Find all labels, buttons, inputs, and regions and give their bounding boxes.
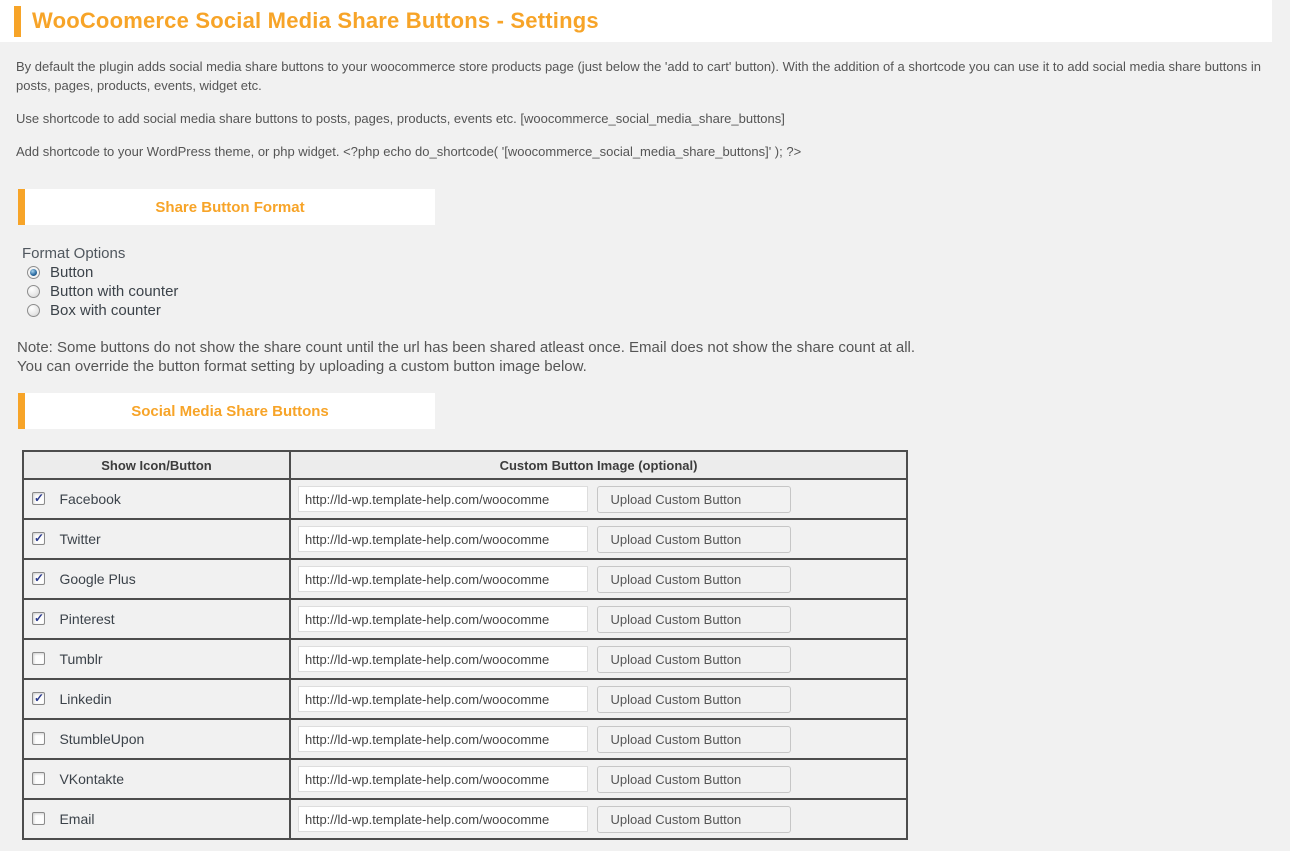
radio-option-label: Box with counter: [50, 302, 161, 319]
network-label: VKontakte: [59, 770, 125, 787]
custom-image-cell: [290, 639, 907, 679]
upload-custom-button[interactable]: Upload Custom Button: [597, 766, 791, 793]
settings-content: [0, 57, 1290, 840]
show-button-checkbox[interactable]: [32, 692, 45, 705]
network-label: Linkedin: [59, 690, 112, 707]
intro-section: [16, 57, 1274, 161]
table-row: [23, 799, 907, 839]
network-cell: [23, 639, 290, 679]
network-label: Email: [59, 810, 95, 827]
section-header-title: Social Media Share Buttons: [131, 402, 329, 420]
table-row: [23, 559, 907, 599]
radio-icon[interactable]: [27, 266, 40, 279]
note-line-2: You can override the button format setting by uploading a custom button image below.: [17, 358, 587, 375]
show-button-checkbox[interactable]: [32, 532, 45, 545]
custom-button-url-input[interactable]: [298, 486, 588, 512]
custom-image-cell: [290, 759, 907, 799]
network-label: StumbleUpon: [59, 730, 145, 747]
format-options-label: Format Options: [22, 245, 126, 262]
network-label: Pinterest: [59, 610, 115, 627]
table-row: [23, 719, 907, 759]
custom-image-cell: [290, 679, 907, 719]
radio-option-label: Button with counter: [50, 283, 179, 300]
custom-button-url-input[interactable]: [298, 686, 588, 712]
network-cell: [23, 759, 290, 799]
radio-option-button-with-counter[interactable]: [27, 282, 1274, 301]
custom-button-url-input[interactable]: [298, 766, 588, 792]
radio-option-button[interactable]: [27, 263, 1274, 282]
note-line-1: Note: Some buttons do not show the share count until the url has been shared atleast once. Email does not show the share count at all.: [17, 339, 916, 356]
upload-custom-button[interactable]: Upload Custom Button: [597, 566, 791, 593]
network-label: Google Plus: [59, 570, 136, 587]
custom-image-cell: [290, 719, 907, 759]
custom-image-cell: [290, 519, 907, 559]
upload-custom-button[interactable]: Upload Custom Button: [597, 726, 791, 753]
network-cell: [23, 559, 290, 599]
custom-image-cell: [290, 559, 907, 599]
custom-image-cell: [290, 799, 907, 839]
php-shortcode-paragraph: Add shortcode to your WordPress theme, or php widget. <?php echo do_shortcode( '[woocommerce_social_media_share_buttons]' ); ?>: [16, 144, 802, 159]
format-options-group: [22, 244, 1274, 320]
page-header: [0, 0, 1272, 42]
network-cell: [23, 679, 290, 719]
custom-button-url-input[interactable]: [298, 806, 588, 832]
section-header-social-media-share-buttons: [18, 393, 435, 429]
custom-button-url-input[interactable]: [298, 526, 588, 552]
column-header-show-icon-button: Show Icon/Button: [23, 451, 290, 479]
upload-custom-button[interactable]: Upload Custom Button: [597, 486, 791, 513]
section-header-title: Share Button Format: [155, 198, 305, 216]
network-cell: [23, 719, 290, 759]
show-button-checkbox[interactable]: [32, 492, 45, 505]
custom-button-url-input[interactable]: [298, 646, 588, 672]
note-text: [17, 338, 1274, 376]
upload-custom-button[interactable]: Upload Custom Button: [597, 686, 791, 713]
show-button-checkbox[interactable]: [32, 772, 45, 785]
custom-image-cell: [290, 599, 907, 639]
radio-icon[interactable]: [27, 304, 40, 317]
page-title: WooCoomerce Social Media Share Buttons - Settings: [32, 8, 599, 33]
show-button-checkbox[interactable]: [32, 612, 45, 625]
network-cell: [23, 599, 290, 639]
table-row: [23, 599, 907, 639]
share-buttons-table: [22, 450, 908, 840]
table-row: [23, 479, 907, 519]
network-cell: [23, 519, 290, 559]
upload-custom-button[interactable]: Upload Custom Button: [597, 646, 791, 673]
table-row: [23, 759, 907, 799]
custom-button-url-input[interactable]: [298, 726, 588, 752]
show-button-checkbox[interactable]: [32, 732, 45, 745]
show-button-checkbox[interactable]: [32, 572, 45, 585]
radio-icon[interactable]: [27, 285, 40, 298]
upload-custom-button[interactable]: Upload Custom Button: [597, 806, 791, 833]
intro-paragraph: By default the plugin adds social media share buttons to your woocommerce store products page (just below the 'add to cart' button). With the addition of a shortcode you can use it to add social media share buttons in posts, pages, products, events, widget etc.: [16, 59, 1262, 93]
title-accent-bar: [14, 6, 21, 37]
network-label: Twitter: [59, 530, 101, 547]
custom-image-cell: [290, 479, 907, 519]
table-header-row: [23, 451, 907, 479]
shortcode-paragraph: Use shortcode to add social media share buttons to posts, pages, products, events etc. [woocommerce_social_media_share_buttons]: [16, 111, 785, 126]
upload-custom-button[interactable]: Upload Custom Button: [597, 526, 791, 553]
custom-button-url-input[interactable]: [298, 606, 588, 632]
column-header-custom-button-image: Custom Button Image (optional): [290, 451, 907, 479]
upload-custom-button[interactable]: Upload Custom Button: [597, 606, 791, 633]
network-cell: [23, 799, 290, 839]
radio-option-label: Button: [50, 264, 94, 281]
table-row: [23, 639, 907, 679]
show-button-checkbox[interactable]: [32, 812, 45, 825]
show-button-checkbox[interactable]: [32, 652, 45, 665]
network-label: Facebook: [59, 490, 121, 507]
section-header-share-button-format: [18, 189, 435, 225]
radio-option-box-with-counter[interactable]: [27, 301, 1274, 320]
custom-button-url-input[interactable]: [298, 566, 588, 592]
table-row: [23, 519, 907, 559]
network-cell: [23, 479, 290, 519]
table-row: [23, 679, 907, 719]
network-label: Tumblr: [59, 650, 103, 667]
